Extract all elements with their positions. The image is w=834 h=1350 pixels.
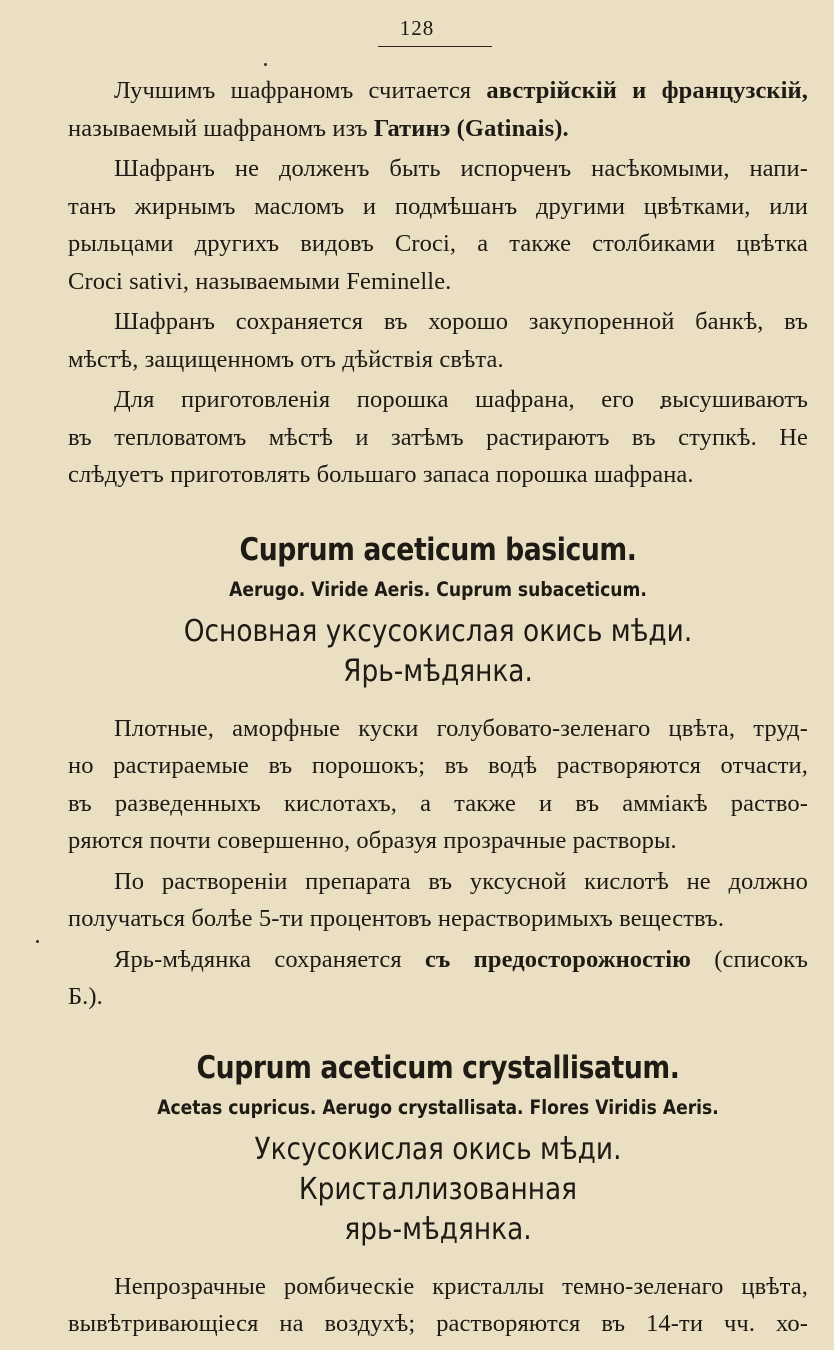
section-title-latin: Cuprum aceticum crystallisatum. [196, 1049, 680, 1086]
text-line: Шафранъ сохраняется въ хорошо закупоренной банкѣ, въ [114, 308, 808, 335]
paragraph [68, 150, 808, 300]
text-line: вывѣтривающіеся на воздухѣ; растворяются въ 14-ти чч. хо- [68, 1310, 808, 1337]
section-synonyms: Aerugo. Viride Aeris. Cuprum subaceticum. [229, 577, 647, 601]
section-heading [68, 528, 808, 692]
paragraph [68, 303, 808, 378]
paragraph [68, 710, 808, 860]
paragraph [68, 941, 808, 1016]
text-line: Лучшимъ шафраномъ считается австрійскій и французскій, [114, 77, 808, 104]
paragraph [68, 381, 808, 494]
paragraph [68, 72, 808, 147]
text-line: танъ жирнымъ масломъ и подмѣшанъ другими цвѣтками, или [68, 192, 808, 220]
bold-term: съ предосторожностію [425, 945, 691, 973]
section-heading [68, 1046, 808, 1250]
text-line: но растираемые въ порошокъ; въ водѣ растворяются отчасти, [68, 752, 808, 779]
text-line: въ разведенныхъ кислотахъ, а также и въ амміакѣ раство- [68, 789, 808, 817]
bold-term: австрійскій и французскій, [486, 77, 808, 104]
text-line: Ярь-мѣдянка сохраняется съ предосторожностію (списокъ [114, 945, 808, 973]
text-line: Непрозрачные ромбическіе кристаллы темно-зеленаго цвѣта, [114, 1272, 808, 1300]
print-speck [264, 63, 267, 66]
header-rule [378, 46, 492, 47]
section-title-russian: Основная уксусокислая окись мѣди. [183, 613, 693, 649]
section-synonyms: Acetas cupricus. Aerugo crystallisata. Flores Viridis Aeris. [157, 1095, 719, 1119]
bold-term: Гатинэ (Gatinais). [373, 114, 569, 142]
text-line: ряются почти совершенно, образуя прозрачные растворы. [68, 827, 677, 854]
page-number: 128 [399, 16, 435, 40]
section-title-latin: Cuprum aceticum basicum. [239, 531, 637, 568]
text-line: въ тепловатомъ мѣстѣ и затѣмъ растираютъ въ ступкѣ. Не [68, 423, 808, 451]
text-line: Плотные, аморфные куски голубовато-зеленаго цвѣта, труд- [114, 714, 808, 742]
paragraph [68, 1268, 808, 1343]
text-line: Б.). [68, 983, 103, 1010]
text-line: рыльцами другихъ видовъ Croci, а также столбиками цвѣтка [68, 230, 808, 257]
print-speck [36, 940, 39, 943]
section-title-russian: ярь-мѣдянка. [344, 1211, 532, 1247]
text-line: Для приготовленія порошка шафрана, его высушиваютъ [114, 386, 808, 413]
text-line: мѣстѣ, защищенномъ отъ дѣйствія свѣта. [68, 345, 504, 373]
text-line: получаться болѣе 5-ти процентовъ нерастворимыхъ веществъ. [68, 905, 725, 932]
section-title-russian: Ярь-мѣдянка. [343, 653, 533, 689]
text-line: слѣдуетъ приготовлять большаго запаса порошка шафрана. [68, 461, 694, 488]
text-line: называемый шафраномъ изъ Гатинэ (Gatinais). [68, 114, 569, 142]
page-content [68, 68, 808, 1343]
section-title-russian: Уксусокислая окись мѣди. Кристаллизованная [254, 1131, 622, 1207]
paragraph [68, 863, 808, 938]
text-line: Шафранъ не долженъ быть испорченъ насѣкомыми, напи- [114, 155, 808, 182]
text-line: Croci sativi, называемыми Feminelle. [68, 267, 452, 295]
text-line: По раствореніи препарата въ уксусной кислотѣ не должно [114, 867, 808, 895]
